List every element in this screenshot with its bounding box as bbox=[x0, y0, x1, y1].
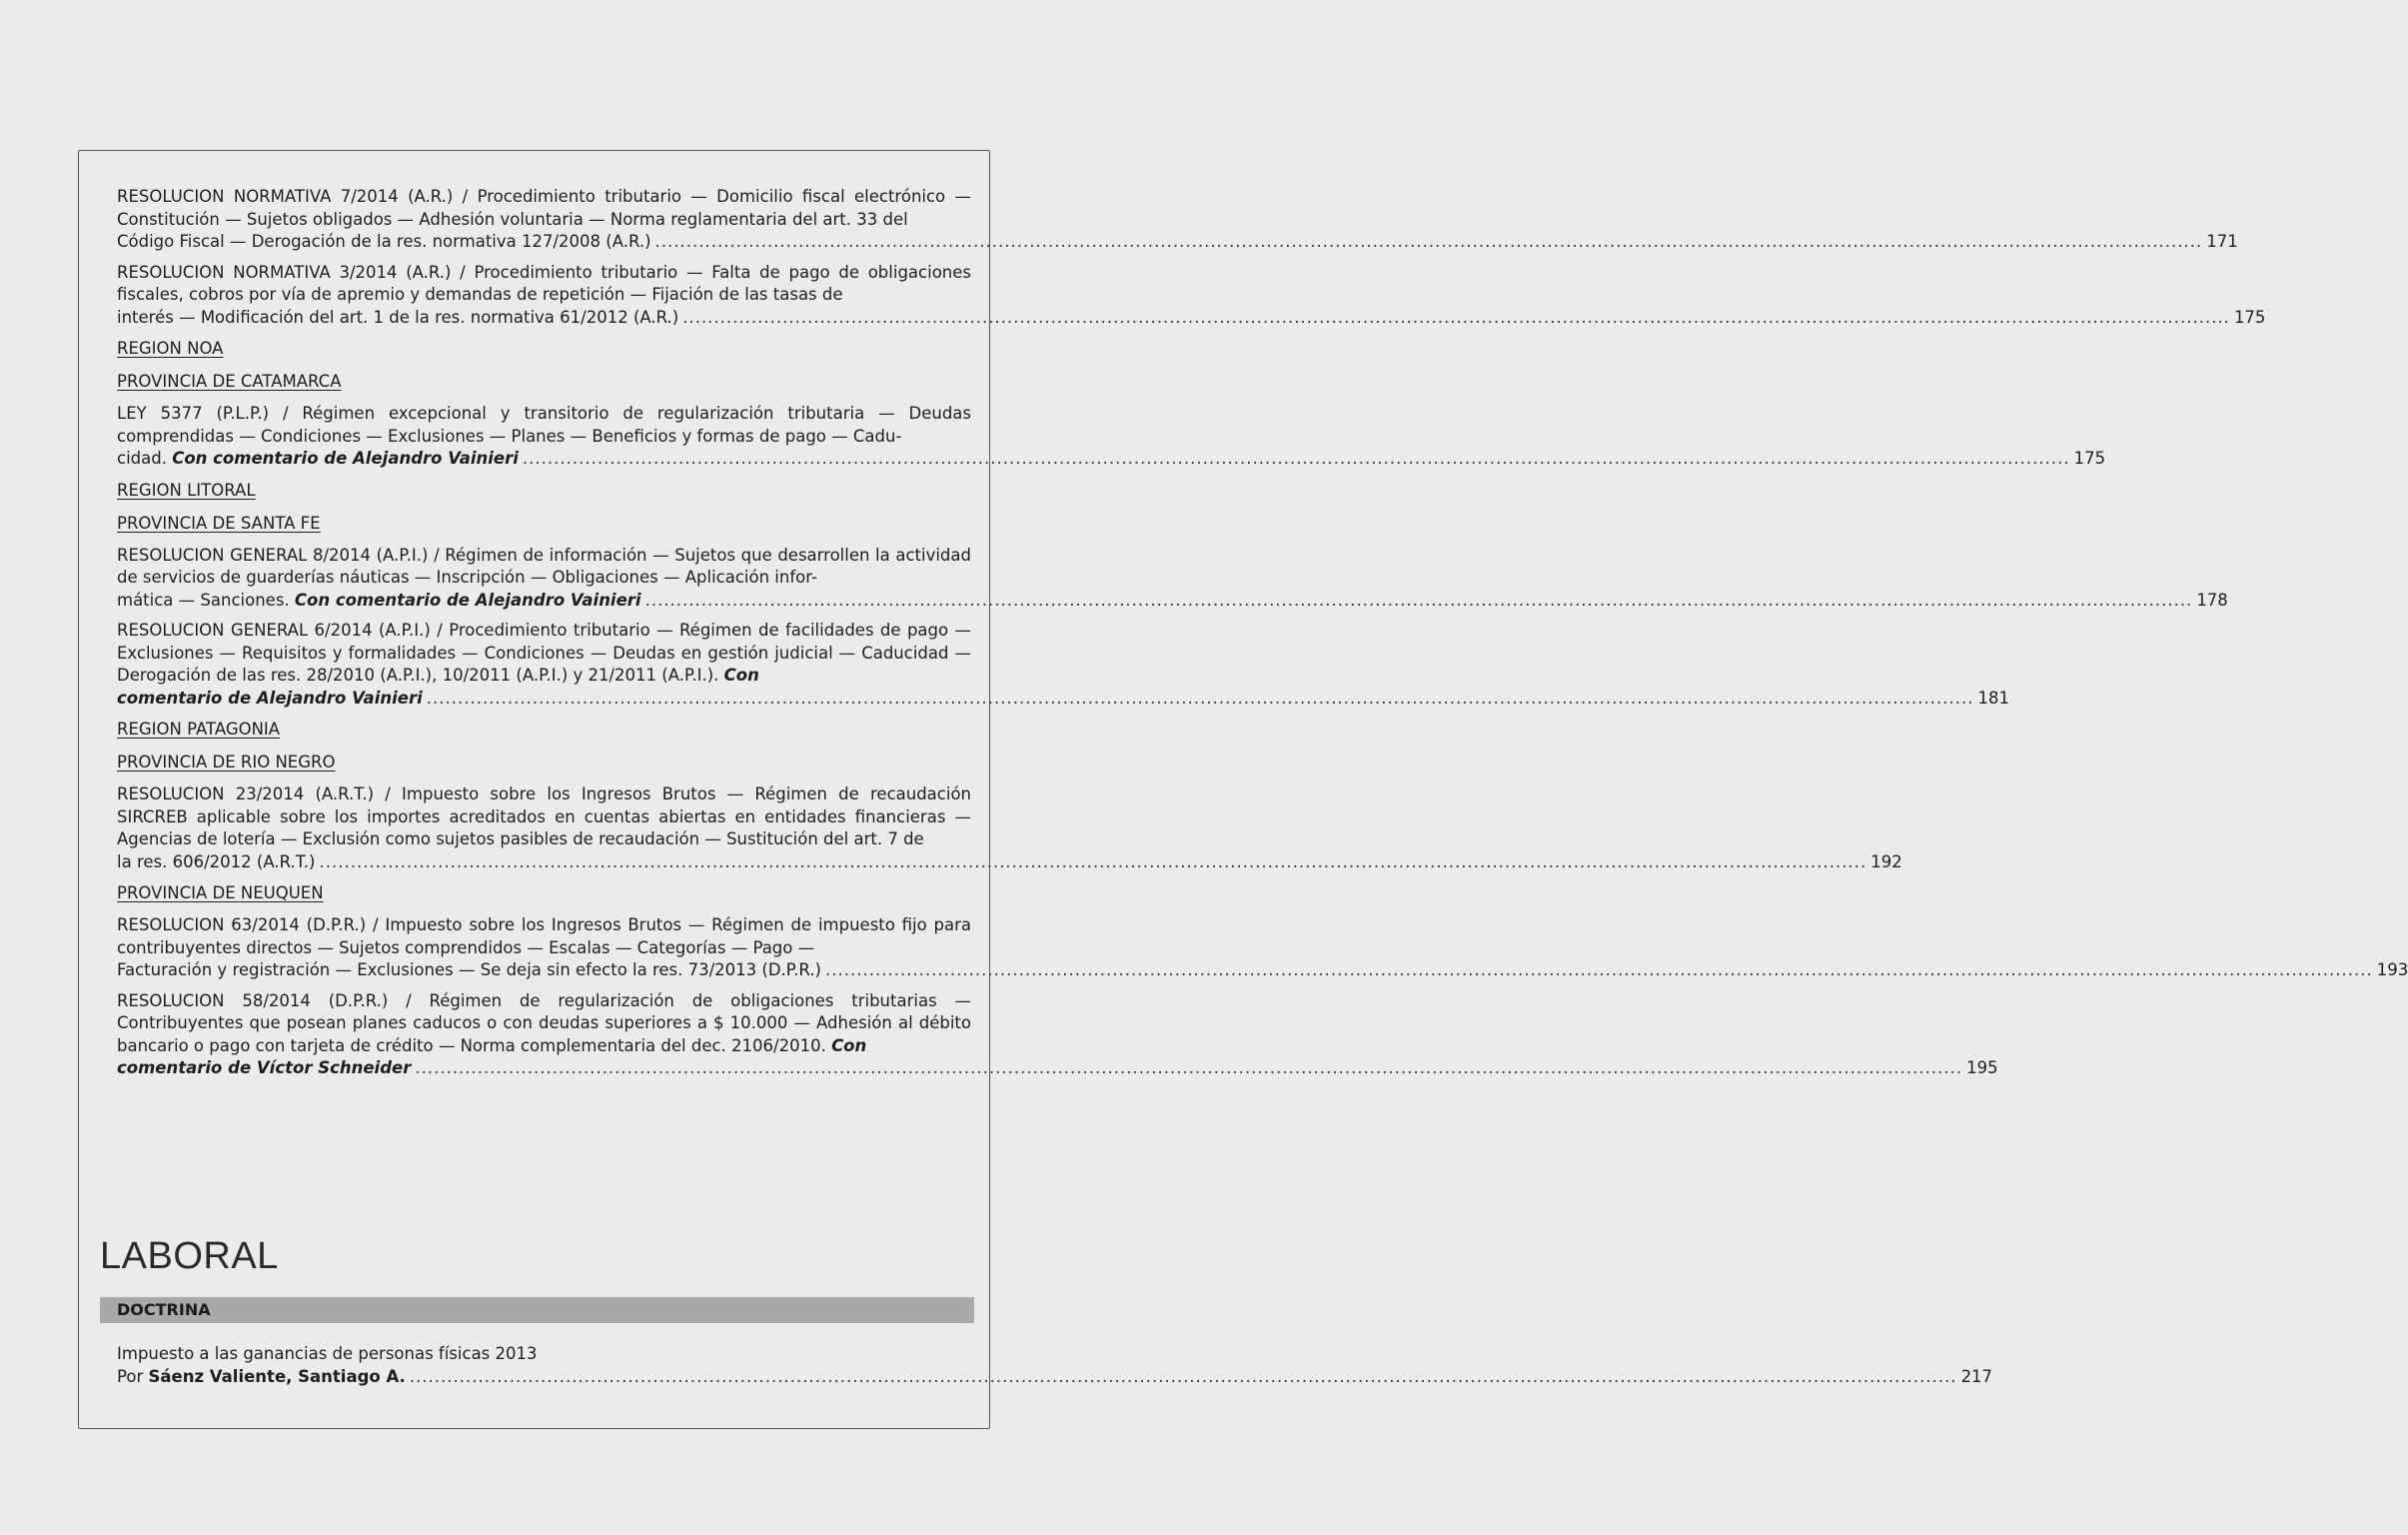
leader-dots: ........................................................................................................................................................................................................................................................ bbox=[415, 1058, 1963, 1077]
leader-dots: ........................................................................................................................................................................................................................................................ bbox=[644, 590, 2193, 610]
section-title-laboral: LABORAL bbox=[100, 1235, 279, 1277]
heading-provincia-santa-fe: PROVINCIA DE SANTA FE bbox=[117, 513, 321, 533]
leader-dots: ........................................................................................................................................................................................................................................................ bbox=[682, 307, 2230, 327]
doctrina-bar: DOCTRINA bbox=[100, 1297, 974, 1323]
entry-tail bbox=[117, 851, 1902, 874]
entry-last-line: interés — Modificación del art. 1 de la res. normativa 61/2012 (A.R.) bbox=[117, 307, 679, 327]
leader-dots: ........................................................................................................................................................................................................................................................ bbox=[825, 960, 2373, 979]
page-number: 175 bbox=[2073, 449, 2106, 468]
entry-last-text: Por bbox=[117, 1366, 149, 1386]
entry-last-line: Código Fiscal — Derogación de la res. normativa 127/2008 (A.R.) bbox=[117, 232, 651, 251]
entry-text: RESOLUCION 23/2014 (A.R.T.) / Impuesto sobre los Ingresos Brutos — Régimen de recaudación SIRCREB aplicable sobre los importes acreditados en cuentas abiertas en entidades financieras — Agencias de lotería — Exclusión como sujetos pasibles de recaudación — Sustitución del art. 7 de bbox=[117, 784, 971, 848]
entry-last-line: Facturación y registración — Exclusiones — Se deja sin efecto la res. 73/2013 (D.P.R.) bbox=[117, 960, 821, 979]
index-entry-ley-5377 bbox=[117, 403, 2106, 471]
leader-dots: ........................................................................................................................................................................................................................................................ bbox=[522, 449, 2070, 468]
entry-last-line bbox=[117, 590, 641, 613]
entry-last-line bbox=[117, 688, 423, 711]
entry-tail bbox=[117, 688, 2009, 711]
index-content bbox=[117, 186, 2408, 1088]
entry-tail bbox=[117, 448, 2106, 471]
entry-text: RESOLUCION GENERAL 8/2014 (A.P.I.) / Régimen de información — Sujetos que desarrollen la actividad de servicios de guarderías náuticas — Inscripción — Obligaciones — Aplicación infor- bbox=[117, 545, 971, 587]
index-entry-rg-8-2014 bbox=[117, 545, 2228, 613]
heading-region-patagonia: REGION PATAGONIA bbox=[117, 720, 281, 739]
entry-text: RESOLUCION 58/2014 (D.P.R.) / Régimen de regularización de obligaciones tributarias — Contribuyentes que posean planes caducos o con deudas superiores a $ 10.000 — Adhesión al débito bancario o pago con tarjeta de crédito — Norma complementaria del dec. 2106/2010. bbox=[117, 990, 971, 1055]
leader-dots: ........................................................................................................................................................................................................................................................ bbox=[409, 1366, 1957, 1386]
entry-tail bbox=[117, 1057, 1998, 1080]
entry-last-text: mática — Sanciones. bbox=[117, 590, 295, 610]
heading-provincia-catamarca: PROVINCIA DE CATAMARCA bbox=[117, 372, 342, 391]
entry-text: LEY 5377 (P.L.P.) / Régimen excepcional y transitorio de regularización tributaria — Deudas comprendidas — Condiciones — Exclusiones — Planes — Beneficios y formas de pago — Cadu- bbox=[117, 404, 971, 446]
entry-last-line: la res. 606/2012 (A.R.T.) bbox=[117, 851, 316, 871]
entry-last-line bbox=[117, 1366, 406, 1389]
page-number: 195 bbox=[1966, 1058, 1998, 1077]
entry-tail bbox=[117, 959, 2408, 982]
leader-dots: ........................................................................................................................................................................................................................................................ bbox=[426, 688, 1974, 708]
page-number: 181 bbox=[1977, 688, 2009, 708]
index-entry-res-63-2014 bbox=[117, 914, 2408, 982]
heading-provincia-neuquen: PROVINCIA DE NEUQUEN bbox=[117, 883, 324, 902]
index-entry-rg-6-2014 bbox=[117, 620, 2009, 710]
entry-last-text: cidad. bbox=[117, 449, 173, 468]
commentary-prefix: Con bbox=[831, 1035, 867, 1055]
page-number: 178 bbox=[2196, 590, 2228, 610]
page-number: 192 bbox=[1870, 851, 1902, 871]
index-entry-rn-3-2014 bbox=[117, 262, 2266, 330]
index-entry-rn-7-2014 bbox=[117, 186, 2238, 254]
commentary-author: comentario de Alejandro Vainieri bbox=[117, 688, 423, 708]
commentary-author: Con comentario de Alejandro Vainieri bbox=[294, 590, 641, 610]
entry-tail bbox=[117, 307, 2266, 330]
page-number: 193 bbox=[2376, 960, 2408, 979]
leader-dots: ........................................................................................................................................................................................................................................................ bbox=[319, 851, 1867, 871]
heading-provincia-rio-negro: PROVINCIA DE RIO NEGRO bbox=[117, 753, 336, 771]
leader-dots: ........................................................................................................................................................................................................................................................ bbox=[654, 232, 2203, 251]
entry-tail bbox=[117, 231, 2238, 254]
index-entry-ganancias-2013 bbox=[117, 1343, 1993, 1388]
entry-text: RESOLUCION 63/2014 (D.P.R.) / Impuesto sobre los Ingresos Brutos — Régimen de impuesto fijo para contribuyentes directos — Sujetos comprendidos — Escalas — Categorías — Pago — bbox=[117, 915, 971, 957]
commentary-author: comentario de Víctor Schneider bbox=[117, 1058, 412, 1077]
entry-tail bbox=[117, 1366, 1993, 1389]
entry-last-line bbox=[117, 448, 519, 471]
page-number: 171 bbox=[2206, 232, 2238, 251]
heading-region-noa: REGION NOA bbox=[117, 339, 224, 358]
entry-wrapper bbox=[117, 1366, 1993, 1389]
index-entry-res-23-2014 bbox=[117, 783, 1902, 873]
commentary-author: Con comentario de Alejandro Vainieri bbox=[172, 449, 519, 468]
commentary-prefix: Con bbox=[723, 666, 759, 685]
heading-region-litoral: REGION LITORAL bbox=[117, 480, 256, 500]
entry-tail bbox=[117, 590, 2228, 613]
entry-text: RESOLUCION NORMATIVA 3/2014 (A.R.) / Procedimiento tributario — Falta de pago de obligaciones fiscales, cobros por vía de apremio y demandas de repetición — Fijación de las tasas de bbox=[117, 262, 971, 304]
page-number: 175 bbox=[2233, 307, 2266, 327]
entry-text: Impuesto a las ganancias de personas físicas 2013 bbox=[117, 1344, 538, 1363]
page-number: 217 bbox=[1960, 1366, 1993, 1386]
index-entry-res-58-2014 bbox=[117, 990, 1998, 1080]
entry-text: RESOLUCION GENERAL 6/2014 (A.P.I.) / Procedimiento tributario — Régimen de facilidades de pago — Exclusiones — Requisitos y formalidades — Condiciones — Deudas en gestión judicial — Caducidad — Derogación de las res. 28/2010 (A.P.I.), 10/2011 (A.P.I.) y 21/2011 (A.P.I.). bbox=[117, 621, 971, 685]
doctrine-author: Sáenz Valiente, Santiago A. bbox=[148, 1366, 406, 1386]
entry-text: RESOLUCION NORMATIVA 7/2014 (A.R.) / Procedimiento tributario — Domicilio fiscal electrónico — Constitución — Sujetos obligados — Adhesión voluntaria — Norma reglamentaria del art. 33 del bbox=[117, 187, 971, 229]
entry-last-line bbox=[117, 1057, 411, 1080]
